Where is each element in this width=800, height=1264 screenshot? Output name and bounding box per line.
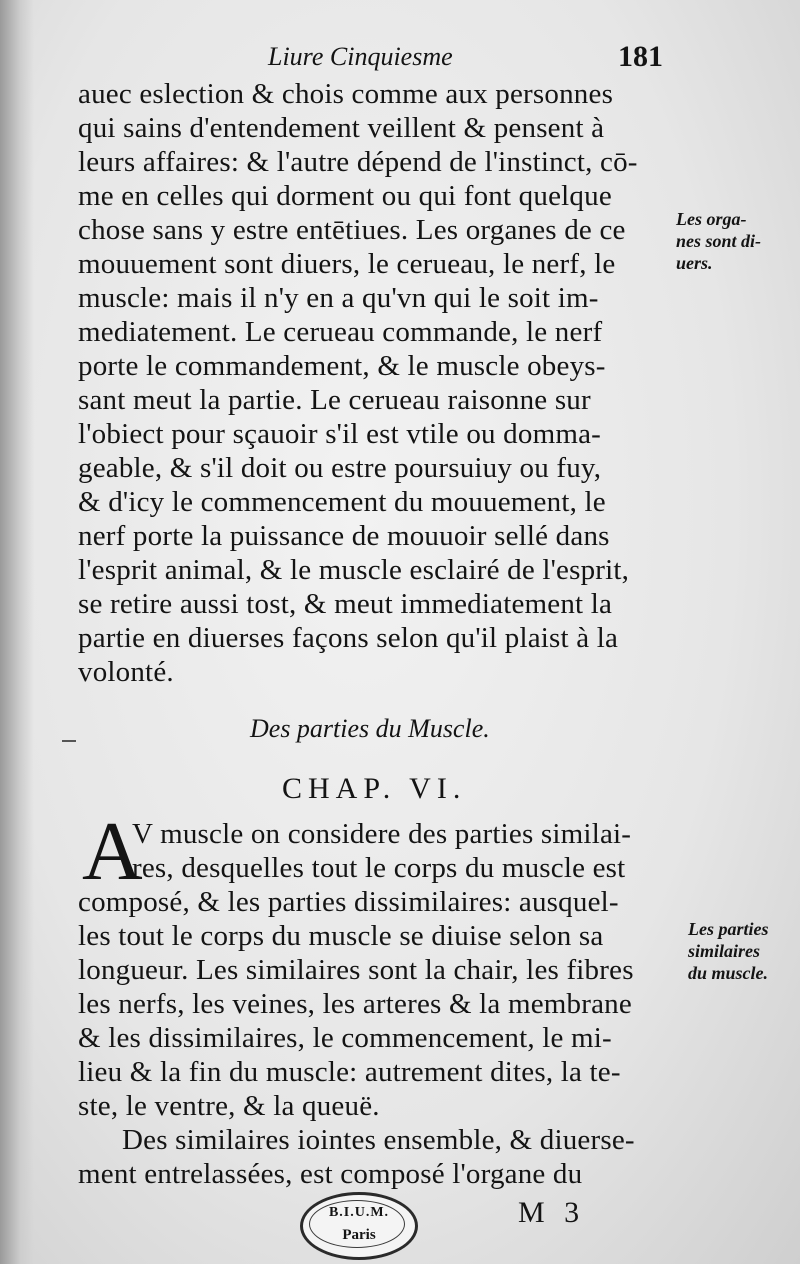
drop-cap: A: [82, 805, 143, 898]
margin-dash: [62, 740, 76, 742]
text-line: muscle: mais il n'y en a qu'vn qui le soit im-: [78, 282, 599, 314]
text-line: me en celles qui dorment ou qui font quelque: [78, 180, 612, 212]
text-line: mediatement. Le cerueau commande, le nerf: [78, 316, 603, 348]
text-line: se retire aussi tost, & meut immediatement la: [78, 588, 613, 620]
text-line: mouuement sont diuers, le cerueau, le nerf, le: [78, 248, 616, 280]
running-title: Liure Cinquiesme: [268, 42, 453, 71]
margin-note-line: nes sont di-: [676, 231, 762, 251]
stamp-text-top: B.I.U.M.: [328, 1205, 390, 1220]
margin-note: [688, 918, 769, 984]
text-line: les nerfs, les veines, les arteres & la membrane: [78, 988, 632, 1020]
text-line: res, desquelles tout le corps du muscle est: [132, 852, 626, 884]
signature-mark: M 3: [518, 1196, 586, 1229]
margin-note: [676, 208, 761, 274]
text-line: composé, & les parties dissimilaires: ausquel-: [78, 886, 619, 918]
text-line: les tout le corps du muscle se diuise selon sa: [78, 920, 604, 952]
text-line: Des similaires iointes ensemble, & diuerse-: [122, 1124, 635, 1156]
text-line: longueur. Les similaires sont la chair, les fibres: [78, 954, 634, 986]
text-line: nerf porte la puissance de mouuoir sellé dans: [78, 520, 610, 552]
text-line: leurs affaires: & l'autre dépend de l'instinct, cō-: [78, 146, 638, 178]
text-line: porte le commandement, & le muscle obeys-: [78, 350, 606, 382]
text-line: sant meut la partie. Le cerueau raisonne sur: [78, 384, 591, 416]
stamp-text-bottom: Paris: [342, 1227, 376, 1243]
page-number: 181: [618, 40, 663, 73]
library-stamp: [300, 1192, 418, 1260]
page-header: [268, 42, 668, 82]
text-line: ste, le ventre, & la queuë.: [78, 1090, 380, 1122]
margin-note-line: Les orga-: [676, 209, 747, 229]
margin-note-line: uers.: [676, 253, 713, 273]
chapter-heading: CHAP. VI.: [282, 772, 467, 805]
text-line: geable, & s'il doit ou estre poursuiuy ou fuy,: [78, 452, 602, 484]
margin-note-line: similaires: [688, 941, 761, 961]
section-title: Des parties du Muscle.: [250, 714, 490, 743]
text-line: V muscle on considere des parties similai-: [132, 818, 632, 850]
margin-note-line: Les parties: [688, 919, 769, 939]
text-line: chose sans y estre entētiues. Les organes de ce: [78, 214, 626, 246]
text-line: lieu & la fin du muscle: autrement dites, la te-: [78, 1056, 621, 1088]
page-gutter-shadow: [0, 0, 34, 1264]
text-line: volonté.: [78, 656, 174, 688]
margin-note-line: du muscle.: [688, 963, 769, 983]
text-line: auec eslection & chois comme aux personnes: [78, 78, 614, 110]
text-line: ment entrelassées, est composé l'organe du: [78, 1158, 583, 1190]
text-line: & les dissimilaires, le commencement, le mi-: [78, 1022, 612, 1054]
text-line: l'esprit animal, & le muscle esclairé de l'esprit,: [78, 554, 630, 586]
text-line: l'obiect pour sçauoir s'il est vtile ou domma-: [78, 418, 602, 450]
text-line: partie en diuerses façons selon qu'il plaist à la: [78, 622, 619, 654]
text-line: qui sains d'entendement veillent & pensent à: [78, 112, 605, 144]
text-line: & d'icy le commencement du mouuement, le: [78, 486, 606, 518]
